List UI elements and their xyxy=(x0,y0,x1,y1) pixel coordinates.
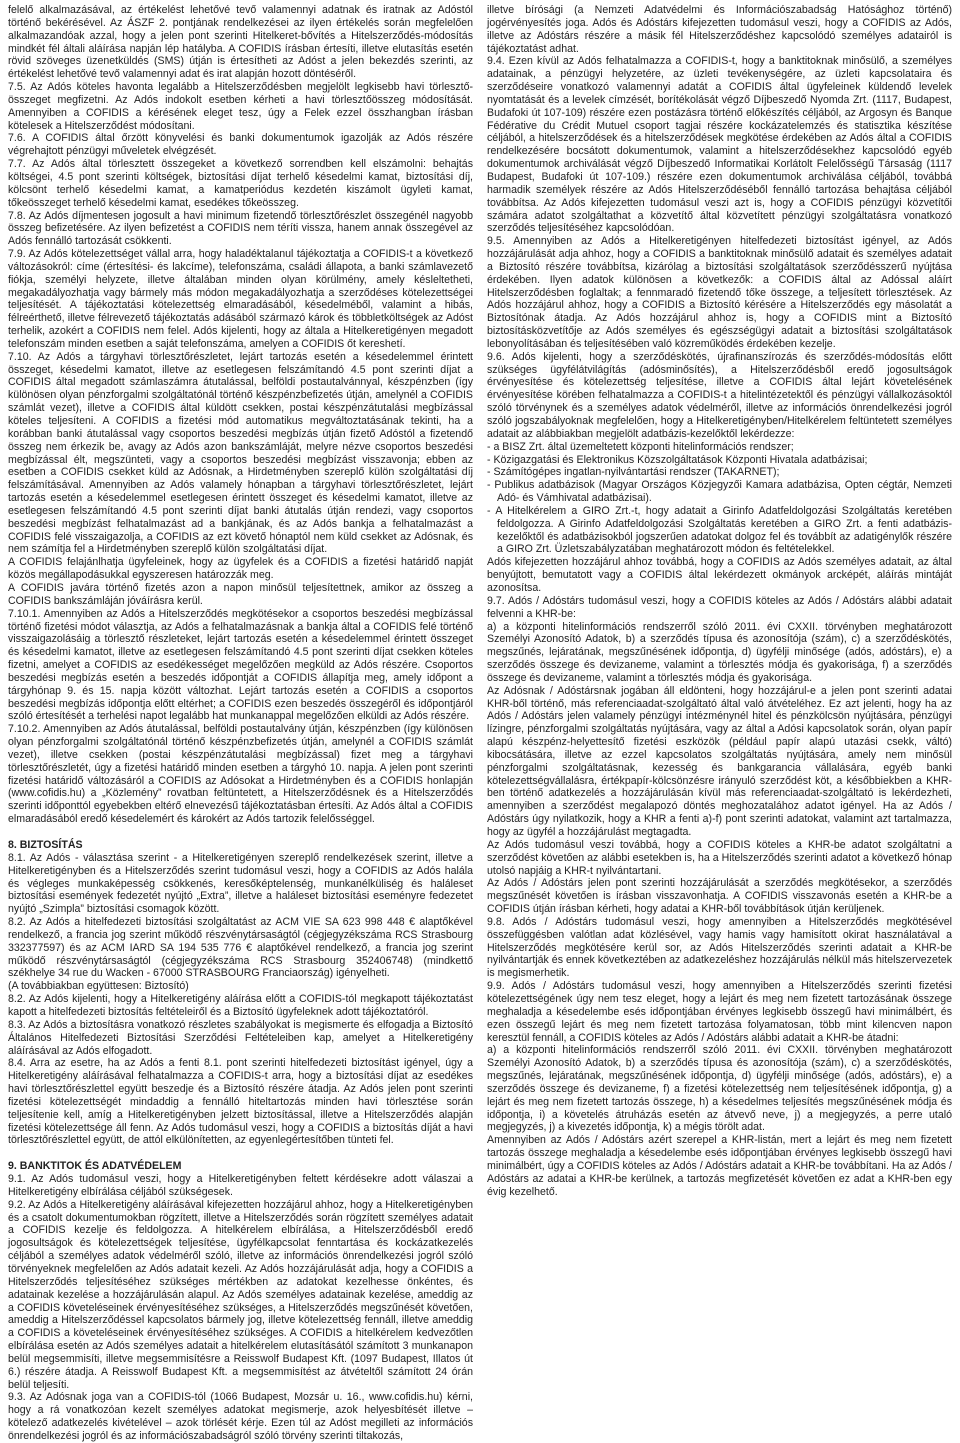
paragraph: 7.5. Az Adós köteles havonta legalább a Hitelszerződésben megjelölt legkisebb havi törlesztő-összeget megfizetni. Az Adós indokolt esetben kérheti a havi törlesztőösszeg módosítását. Amennyiben a COFIDIS a kérésének eleget tesz, úgy a Felek ezzel összhangban írásban kötelesek a Hitelszerződést módosítani. xyxy=(8,81,473,132)
paragraph: 9.1. Az Adós tudomásul veszi, hogy a Hitelkeretigényben feltett kérdésekre adott válaszai a Hitelkeretigény elbírálása céljából szükségesek. xyxy=(8,1173,473,1198)
paragraph: 8.4. Arra az esetre, ha az Adós a fenti 8.1. pont szerinti hitelfedezeti biztosítást igényel, úgy a Hitelkeretigény aláírásával felhatalmazza a COFIDIS-t arra, hogy a biztosítási díjat az esedékes havi törlesztőrészlettel együtt beszedje és a Biztosító részére átadja. Az Adós jelen pont szerinti fizetési kötelezettségét mindaddig a fennálló hiteltartozás minden havi törlesztése során teljesítenie kell, amíg a Hitelkeretigényben jelzett biztosítással, illetve a Hitelszerződés alapján fizetési kötelezettsége áll fenn. Az Adós tudomásul veszi, hogy a COFIDIS a biztosítás díját a havi törlesztőrészlettel együtt, de attól elkülönítetten, az egyenlegértesítőben tünteti fel. xyxy=(8,1057,473,1147)
paragraph: 9.8. Adós / Adóstárs tudomásul veszi, hogy amennyiben a Hitelszerződés megkötésével összefüggésben valótlan adat közlésével, vagy hamis vagy hamisított okirat használatával a Hitelszerződés megkötésére kerül sor, az Adós Hitelszerződés szerinti adatait a KHR-be nyilvántartják és ennek következtében az adatkezeléshez hozzájárulás nélkül más hitelszervezetek is megismerhetik. xyxy=(487,915,952,980)
paragraph: 8.3. Az Adós a biztosításra vonatkozó részletes szabályokat is megismerte és elfogadja a Biztosító Általános Hitelfedezeti Biztosítási Szerződési Feltételeiben kap, amelyet a Hitelkeretigény aláírásával az Adós elfogadott. xyxy=(8,1018,473,1057)
paragraph: 7.10. Az Adós a tárgyhavi törlesztőrészletet, lejárt tartozás esetén a késedelemmel érintett összeget, késedelmi kamatot, illetve az esetlegesen felszámítandó 4.5 pont szerinti díjat a COFIDIS által megadott számlaszámra átutalással, belföldi postautalvánnyal, készpénzben (így különösen olyan pénzforgalmi szolgáltatónál történő készpénzbefizetés útján, amelynél a COFIDIS számlát vezet), illetve a COFIDIS által küldött csekken, postai készpénzátutalási megbízással köteles teljesíteni. A COFIDIS a fizetési mód automatikus megváltoztatásának tekinti, ha a korábban banki átutalással vagy csoportos beszedési megbízás útján fizető Adóstól a fizetendő összeg nem érkezik be, avagy az Adós azon bankszámláját, melyre nézve csoportos beszedési megbízással élt, megszünteti, vagy a csoportos beszedési megbízást visszavonja; ebben az esetben a COFIDIS csekket küld az Adósnak, a Hirdetményben szereplő külön szolgáltatási díj felszámításával. Amennyiben az Adós valamely hónapban a tárgyhavi törlesztőrészletet, lejárt tartozás esetén a késedelemmel esetlegesen érintett összeget és késedelmi kamatot, illetve az esetlegesen felszámítandó 4.5 pont szerinti díjat banki átutalás útján rendezi, vagy csoportos beszedési megbízást felhatalmazást ad a bankjának, és az Adós bankja a felhatalmazást a COFIDIS felé visszaigazolja, a COFIDIS az ezt követő hónaptól nem küld csekket az Adósnak, és nem számítja fel a Hirdetményben szereplő külön szolgáltatási díjat. xyxy=(8,350,473,556)
list-item: - Publikus adatbázisok (Magyar Országos Közjegyzői Kamara adatbázisa, Opten cégtár, Nemzeti Adó- és Vámhivatal adatbázisai). xyxy=(487,479,952,505)
paragraph: A COFIDIS felajánlhatja ügyfeleinek, hogy az ügyfelek és a COFIDIS a fizetési határidő napját közös megállapodásukkal egyszeresen határozzák meg. xyxy=(8,556,473,582)
left-column xyxy=(8,4,473,1442)
paragraph: 9.5. Amennyiben az Adós a Hitelkeretigényen hitelfedezeti biztosítást igényel, az Adós hozzájárulását adja ahhoz, hogy a COFIDIS a banktitoknak minősülő adatait és személyes adatait a Biztosító részére továbbítsa, kizárólag a biztosítási szolgáltatások szerződésszerű nyújtása érdekében. Ilyen adatok különösen a következők: a COFIDIS által az Adóssal aláírt Hitelszerződésben foglaltak; a fennmaradó fizetendő tőke összege, a teljesített törlesztések. Az Adós hozzájárul ahhoz, hogy a COFIDIS a Biztosító kérésére a Hitelszerződés egy másolatát a Biztosítónak átadja. Az Adós hozzájárul ahhoz is, hogy a COFIDIS mint a Biztosító biztosításközvetítője az Adós személyes és egészségügyi adatait a biztosítási szolgáltatások lebonyolításában és teljesítésében való közreműködés érdekében kezelje. xyxy=(487,235,952,350)
right-column xyxy=(487,4,952,1392)
paragraph: felelő alkalmazásával, az értékelést lehetővé tevő valamennyi adatnak és iratnak az Adóstól történő bekérésével. Az ÁSZF 2. pontjának rendelkezései az ilyen értékelés során megfelelően alkalmazandóak azzal, hogy a jelen pont szerinti Hitelkeret-bővítés a Hitelszerződés-módosítás mindkét fél általi aláírása napján lép hatályba. A COFIDIS írásban értesíti, illetve elutasítás esetén rövid szöveges üzenetküldés (SMS) útján is értesítheti az Adóst a jelen bekezdés szerinti, az értékelést lehetővé tevő valamennyi adat és irat alapján hozott döntéséről. xyxy=(8,4,473,81)
list-item: - Közigazgatási és Elektronikus Közszolgáltatások Központi Hivatala adatbázisai; xyxy=(487,453,868,466)
paragraph: a) a központi hitelinformációs rendszerről szóló 2011. évi CXXII. törvényben meghatározott Személyi Azonosító Adatok, b) a szerződés típusa és azonosítója (szám), c) a szerződéskötés, megszűnés, lejáratának, megszűnésének időpontja, d) ügyfélji minősége (adós, adóstárs), e) a szerződés összege és devizaneme, f) a fizetési kötelezettség nem teljesítésének időpontja, g) a lejárt és meg nem fizetett tartozás összege, h) a késedelmes teljesítés megszűnésének módja és időpontja, i) a követelés átruházás esetén az átvevő neve, j) a megjegyzés, a perre utaló megjegyzés, j) a kivezetés időpontja, k) a mégis törölt adat. xyxy=(487,1044,952,1134)
paragraph: 8.2. Az Adós a hitelfedezeti biztosítási szolgáltatást az ACM VIE SA 623 998 448 € alaptőkével rendelkező, a francia jog szerint működő részvénytársaságtól (cégjegyzékszáma RCS Strasbourg 332377597) és az ACM IARD SA 194 535 776 € alaptőkével rendelkező, a francia jog szerint működő részvénytársaságtól (cégjegyzékszáma RCS Strasbourg 352406748) (mindkettő székhelye 34 rue du Wacken - 67000 STRASBOURG Franciaország) igényelheti. xyxy=(8,916,473,980)
paragraph: (A továbbiakban együttesen: Biztosító) xyxy=(8,980,189,993)
paragraph: 8.1. Az Adós - választása szerint - a Hitelkeretigényen szereplő rendelkezések szerint, illetve a Hitelkeretigényben és a Hitelszerződés szerint tudomásul veszi, hogy a COFIDIS az Adós halála és végleges munkaképesség csökkenés, keresőképtelenség, munkanélküliség és haláleset biztosítási események fedezetét nyújtó „Extra”, illetve a haláleset biztosítási eseményre fedezetet nyújtó „Szimpla” biztosítási csomagok között. xyxy=(8,851,473,916)
paragraph: 9.9. Adós / Adóstárs tudomásul veszi, hogy amennyiben a Hitelszerződés szerinti fizetési kötelezettségének úgy nem tesz eleget, hogy a lejárt és meg nem fizetett tartozásának összege meghaladja a késedelembe esés időpontjában érvényes legkisebb összegű havi minimálbért, és ezen összegű lejárt és meg nem fizetett tartozása folyamatosan, több mint kilencven napon keresztül fennáll, a COFIDIS köteles az Adós / Adóstárs alábbi adatait a KHR-be átadni: xyxy=(487,980,952,1044)
paragraph: 7.10.2. Amennyiben az Adós átutalással, belföldi postautalvány útján, készpénzben (így különösen olyan pénzforgalmi szolgáltatónál történő készpénzbefizetés útján, amelynél a COFIDIS számlát vezet), illetve csekken (postai készpénzátutalási megbízással) fizet meg a tárgyhavi törlesztőrészletét, úgy a fizetési határidő minden esetben a tárgyhó 10. napja. A jelen pont szerinti fizetési határidő változásáról a COFIDIS az Adósokat a Hirdetményben és a COFIDIS honlapján (www.cofidis.hu) a „Közlemény” rovatban feltüntetett, a Hitelszerződésnek és a Hitelszerződés szerinti időponttól egyebekben eltérő elnevezésű tájékoztatásban értesíti. Az Adós által a COFIDIS elmaradásából eredő késedelemért és károkért az Adós tartozik felelősséggel. xyxy=(8,723,473,826)
paragraph: Amennyiben az Adós / Adóstárs azért szerepel a KHR-listán, mert a lejárt és meg nem fizetett tartozás összege meghaladja a késedelembe esés időpontjában érvényes legkisebb összegű havi minimálbért, úgy a COFIDIS köteles az Adós / Adóstárs adatait a KHR-be továbbítani. Ha az Adós / Adóstárs az adatai a KHR-be kerülnek, a tartozás megfizetését követően ez adat a KHR-ben egy évig kezelhető. xyxy=(487,1134,952,1198)
paragraph: a) a központi hitelinformációs rendszerről szóló 2011. évi CXXII. törvényben meghatározott Személyi Azonosító Adatok, b) a szerződés típusa és azonosítója (szám), c) a szerződéskötés, megszűnés, lejáratának, megszűnésének időpontja, d) ügyfélji minősége (adós, adóstárs), e) a szerződés összege és devizaneme, valamint a törlesztés módja és gyakorisága, f) a szerződés összege és devizaneme, valamint a törlesztés módja és gyakorisága. xyxy=(487,620,952,684)
paragraph: Adós kifejezetten hozzájárul ahhoz továbbá, hogy a COFIDIS az Adós személyes adatait, az által benyújtott, bemutatott vagy a COFIDIS által lekérdezett okmányok arcképét, aláírás mintáját azonosítsa. xyxy=(487,556,952,594)
section-heading: 9. BANKTITOK ÉS ADATVÉDELEM xyxy=(8,1160,182,1173)
paragraph: 9.6. Adós kijelenti, hogy a szerződéskötés, újrafinanszírozás és szerződés-módosítás előtt szükséges ügyfélátvilágítás (adósminősítés), a Hitelszerződésből eredő jogosultságok érvényesítése és kötelezettség teljesítése, illetve a COFIDIS által lejárt követelésének érvényesítése körében felhatalmazza a COFIDIS-t a hitelintézetektől és pénzügyi vállalkozásoktól szóló törvénynek és a személyes adatok védelméről, illetve az információs önrendelkezési jogról szóló jogszabályoknak megfelelően, hogy a Hitelkeretigényben/Hitelkérelem feltüntetett személyes adatait az alábbiakban megjelölt adatbázis-kezelőktől lekérdezze: xyxy=(487,350,952,440)
paragraph: Az Adós tudomásul veszi továbbá, hogy a COFIDIS köteles a KHR-be adatot szolgáltatni a szerződést követően az alábbi esetekben is, ha a Hitelszerződés szerinti adatot a következő hónap utolsó napjáig a KHR-t nyilvántartani. xyxy=(487,838,952,877)
paragraph: Az Adósnak / Adóstársnak jogában áll eldönteni, hogy hozzájárul-e a jelen pont szerinti adatai KHR-ből történő, más referenciaadat-szolgáltató által való átvételéhez. Ez azt jelenti, hogy ha az Adós / Adóstárs jelen valamely pénzügyi intézménynél hitel és pénzkölcsön nyújtására, pénzügyi lízingre, pénzforgalmi szolgáltatás nyújtására, vagy az által a Adósi kapcsolatok során, olyan papír alapú készpénz-helyettesítő fizetési eszközök (például papír alapú utazási csekk, váltó) kibocsátására, illetve az ezzel kapcsolatos szolgáltatás nyújtására, amely nem minősül pénzforgalmi szolgáltatásnak, kezesség és bankgarancia vállalására, egyéb banki kötelezettségvállalásra, értékpapír-kölcsönzésre irányuló szerződést köt, a későbbiekben a KHR-ben történő adatkezelés a hozzájárulásán kívül más referenciaadat-szolgáltató is lekérdezheti, amennyiben a szerződést megalapozó döntés meghozatalához adatot igényel. Ha az Adós / Adóstárs úgy nyilatkozik, hogy a KHR a fenti a)-f) pont szerinti adatokat, valamint azt tartalmazza, hogy az ügyfél a hozzájárulást megtagadta. xyxy=(487,684,952,838)
paragraph: 9.4. Ezen kívül az Adós felhatalmazza a COFIDIS-t, hogy a banktitoknak minősülő, a személyes adatainak, a pénzügyi helyzetére, az üzleti tevékenységére, az üzleti kapcsolataira és szerződéseire vonatkozó valamennyi adatát a COFIDIS által ügyfeleinek küldendő levelek nyomtatását és a levelek címzését, borítékolását végző Díjbeszedő Nyomda Zrt. (1117, Budapest, Budafoki út 107-109) részére ezen postázásra történő előkészítés céljából, az Argosyn és Banque Fédérative du Crédit Mutuel csoport tagjai részére kockázatelemzés és statisztika készítése céljából, a hitelszerződések és a hitelszerződések megkötése érdekében az Adós által a COFIDIS rendelkezésére bocsátott dokumentumok, valamint a hitelszerződésekhez kapcsolódó egyéb dokumentumok archiválását végző Díjbeszedő Informatikai Korlátolt Felelősségű Társaság (1117 Budapest, Budafoki út 107-109.) részére ezen dokumentumok archiválása céljából, továbbá harmadik személyek részére az Adós Hitelszerződéséből fennálló tartozása behajtása céljából továbbítsa. Az Adós kifejezetten tudomásul veszi azt is, hogy a COFIDIS pénzügyi közvetítői számára adatot szolgáltathat a közvetítő által közvetített pénzügyi szolgáltatásra vonatkozó szerződés teljesítéséhez kapcsolódóan. xyxy=(487,55,952,235)
paragraph: Az Adós / Adóstárs jelen pont szerinti hozzájárulását a szerződés megkötésekor, a szerződés megszűnését követően is írásban visszavonhatja. A COFIDIS visszavonás esetén a KHR-be a COFIDIS útján írásban kérheti, hogy adatai a KHR-ből továbbítások útján kerüljenek. xyxy=(487,877,952,916)
paragraph: 8.2. Az Adós kijelenti, hogy a Hitelkeretigény aláírása előtt a COFIDIS-tól megkapott tájékoztatást kapott a hitelfedezeti biztosítás feltételeiről és a Biztosító ügyfeleknek adott tájékoztatóról. xyxy=(8,993,473,1018)
paragraph: illetve bírósági (a Nemzeti Adatvédelmi és Információszabadság Hatósághoz történő) jogérvényesítés joga. Adós és Adóstárs kifejezetten tudomásul veszi, hogy a COFIDIS az Adós, illetve az Adóstárs részére a másik fél Hitelszerződéshez kapcsolódó személyes adatairól is tájékoztatást adhat. xyxy=(487,4,952,55)
paragraph: 9.3. Az Adósnak joga van a COFIDIS-tól (1066 Budapest, Mozsár u. 16., www.cofidis.hu) kérni, hogy a rá vonatkozóan kezelt személyes adatokat megismerje, azok helyesbítését illetve – kötelező adatkezelés kivételével – azok törlését kérje. Ezen túl az Adóst megilleti az információs önrendelkezési jogról és az információszabadságról szóló törvény szerinti tiltakozás, xyxy=(8,1391,473,1442)
paragraph: 7.9. Az Adós kötelezettséget vállal arra, hogy haladéktalanul tájékoztatja a COFIDIS-t a következő változásokról: címe (értesítési- és lakcíme), telefonszáma, családi állapota, a banki számlavezető fiókja, személyi helyzete, illetve általában minden olyan körülmény, amely késleltetheti, megakadályozhatja vagy bármely más módon megakadályozhatja a szerződéses kötelezettségei teljesítését. A tájékoztatási kötelezettség elmaradásából, késedelméből, valamint a hibás, félreérthető, illetve félrevezető tájékoztatás adásából származó károk és többletköltségek az Adóst terhelik, azokért a COFIDIS nem felel. Adós kijelenti, hogy az általa a Hitelkeretigényen megadott telefonszám minden esetben a saját telefonszáma, amelyen a COFIDIS őt kereshetí. xyxy=(8,248,473,350)
list-item: - a BISZ Zrt. által üzemeltetett központi hitelinformációs rendszer; xyxy=(487,440,794,453)
paragraph: 7.10.1. Amennyiben az Adós a Hitelszerződés megkötésekor a csoportos beszedési megbízással történő fizetési módot választja, az Adós a felhatalmazásnak a bankja által a COFIDIS felé történő visszaigazolásáig a törlesztő részleteket, lejárt tartozás esetén a késedelemmel érintett összeget és késedelmi kamatot, illetve az esetlegesen felszámítandó 4.5 pont szerinti díjat csekken köteles fizetni, amelyet a COFIDIS az esedékességet megelőzően megküld az Adós részére. Csoportos beszedési megbízás esetén a beszedés időpontját a COFIDIS állapítja meg, amely időpont a tárgyhónap 9. és 15. napja között változhat. Lejárt tartozás esetén a COFIDIS a csoportos beszedési megbízás időpontja előtt eltérhet; a COFIDIS ezen beszedés összegéről és időpontjáról szóló értesítését a terhelési napot legalább hat munkanappal megelőzően elküldi az Adós részére. xyxy=(8,607,473,723)
paragraph: 7.8. Az Adós díjmentesen jogosult a havi minimum fizetendő törlesztőrészlet összegénél nagyobb összeg befizetésére. Az ilyen befizetést a COFIDIS nem téríti vissza, hanem annak összegével az Adós fennálló tartozását csökkenti. xyxy=(8,209,473,248)
paragraph: 9.2. Az Adós a Hitelkeretigény aláírásával kifejezetten hozzájárul ahhoz, hogy a Hitelkeretigényben és a csatolt dokumentumokban rögzített, illetve a Hitelszerződés során rögzített személyes adatait a COFIDIS kezelje és feldolgozza. A hitelkérelem elbírálása, a Hitelszerződésből eredő jogosultságok és kötelezettségek teljesítése, ügyfélkapcsolat fenntartása és kockázatkezelés céljából a személyes adatok védelméről szóló, illetve az információs önrendelkezési jogról szóló törvényeknek megfelelően az Adós adatait kezeli. Az Adós hozzájárulását adja, hogy a COFIDIS a Hitelszerződés teljesítéséhez szükséges mértékben az adatokat kezelhesse önkéntes, és adatainak kezelése a hozzájárulásán alapul. Az Adós személyes adatainak kezelése, ameddig az a COFIDIS követeléseinek érvényesítéséhez szükséges, a Hitelszerződés megszűnését követően, ameddig a Hitelszerződéssel kapcsolatos bármely jog, illetve kötelezettség fennáll, illetve ameddig a COFIDIS a követeléseinek érvényesítéséhez szükséges. A COFIDIS a hitelkérelem kedvezőtlen elbírálása esetén az Adós személyes adatait a hitelkérelem elutasításától számított 3 munkanapon belül megsemmisíti, illetve megsemmisítésre a Reisswolf Budapest Kft. (1097 Budapest, Illatos út 6.) részére átadja. A Reisswolf Budapest Kft. a megsemmisítést az átvételtől számított 24 órán belül teljesíti. xyxy=(8,1198,473,1391)
list-item: - A Hitelkérelem a GIRO Zrt.-t, hogy adatait a Girinfo Adatfeldolgozási Szolgáltatás keretében feldolgozza. A Girinfo Adatfeldolgozási Szolgáltatás keretében a GIRO Zrt. a fenti adatbázis-kezelőktől és adatbázisokból jogszerűen adatokat dolgoz fel és továbbít az adatigénylők részére a GIRO Zrt. Üzletszabályzatában meghatározott módon és feltételekkel. xyxy=(487,504,952,556)
paragraph: 7.7. Az Adós által törlesztett összegeket a következő sorrendben kell elszámolni: behajtás költségei, 4.5 pont szerinti költségek, biztosítási díjat terhelő késedelmi kamat, biztosítási díj, kölcsönt terhelő késedelmi kamat, a kamatperiódus kezdetén kiszámolt ügyleti kamat, tőkeösszeget terhelő késedelmi kamat, esedékes tőkeösszeg. xyxy=(8,158,473,209)
list-item: - Számítógépes ingatlan-nyilvántartási rendszer (TAKARNET); xyxy=(487,466,780,479)
paragraph: 7.6. A COFIDIS által őrzött könyvelési és banki dokumentumok igazolják az Adós részére végrehajtott pénzügyi műveletek elvégzését. xyxy=(8,132,473,158)
paragraph: A COFIDIS javára történő fizetés azon a napon minősül teljesítettnek, amikor az összeg a COFIDIS bankszámláján jóváírásra kerül. xyxy=(8,581,473,607)
paragraph: 9.7. Adós / Adóstárs tudomásul veszi, hogy a COFIDIS köteles az Adós / Adóstárs alábbi adatait felvenni a KHR-be: xyxy=(487,594,952,620)
section-heading: 8. BIZTOSÍTÁS xyxy=(8,839,83,851)
